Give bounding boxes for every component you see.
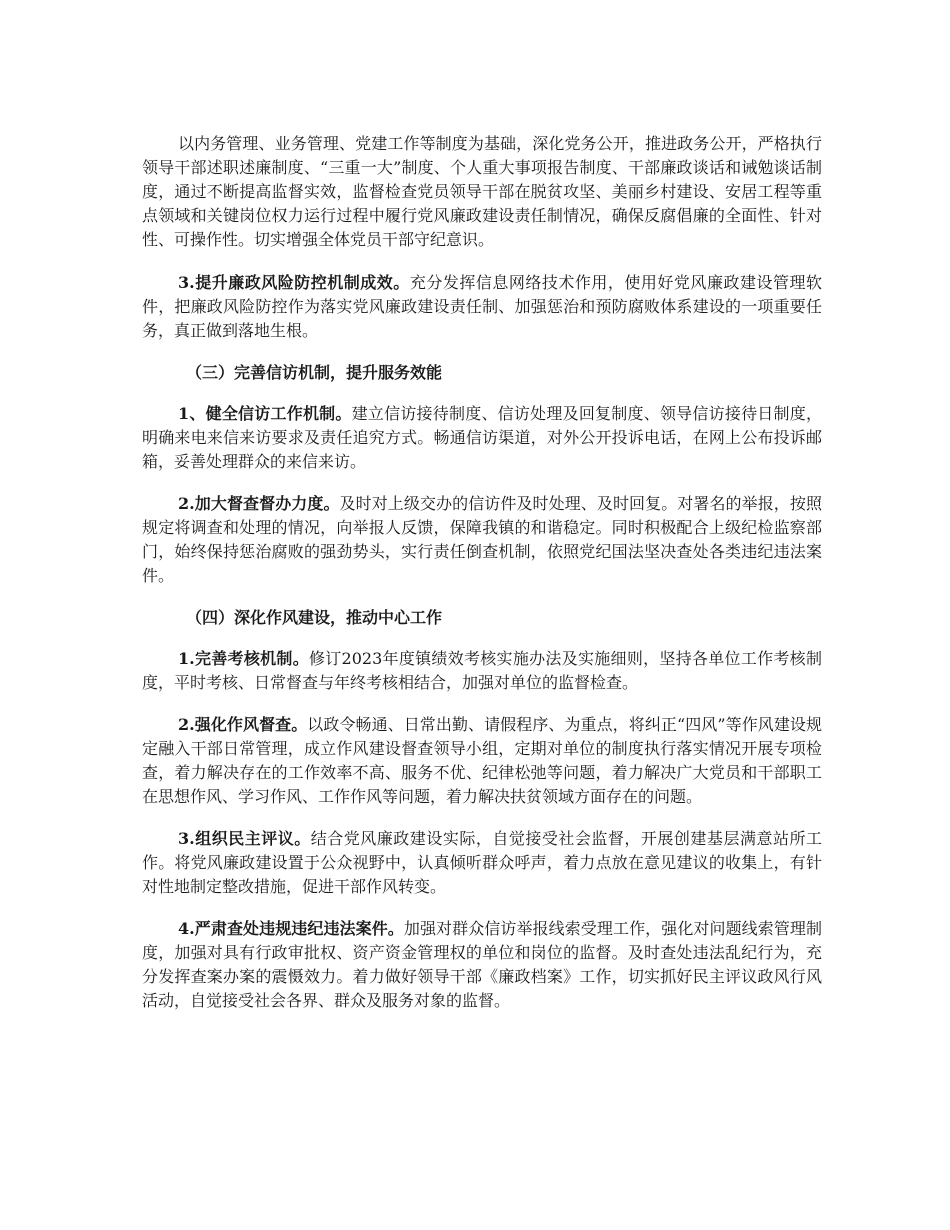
paragraph-text: 建立信访接待制度、信访处理及回复制度、领导信访接待日制度，明确来电来信来访要求及责任追究方式。畅通信访渠道，对外公开投诉电话，在网上公布投诉邮箱，妥善处理群众的来信来访。	[142, 404, 822, 471]
paragraph-risk-control	[142, 271, 822, 343]
paragraph-work-style-inspection	[142, 713, 822, 809]
paragraph-text: 加强对群众信访举报线索受理工作，强化对问题线索管理制度，加强对具有行政审批权、资产资金管理权的单位和岗位的监督。及时查处违法乱纪行为，充分发挥查案办案的震慑效力。着力做好领导干部《廉政档案》工作，切实抓好民主评议政风行风活动，自觉接受社会各界、群众及服务对象的监督。	[142, 919, 822, 1010]
paragraph-lead: 2.加大督查督办力度。	[178, 494, 340, 513]
paragraph-case-investigation	[142, 917, 822, 1013]
paragraph-text: 结合党风廉政建设实际，自觉接受社会监督，开展创建基层满意站所工作。将党风廉政建设置于公众视野中，认真倾听群众呼声，着力点放在意见建议的收集上，有针对性地制定整改措施，促进干部作风转变。	[142, 829, 822, 896]
section-heading-petition: （三）完善信访机制，提升服务效能	[186, 363, 443, 382]
intro-paragraph	[142, 132, 822, 252]
section-heading-work-style: （四）深化作风建设，推动中心工作	[186, 608, 443, 627]
paragraph-lead: 3.组织民主评议。	[178, 829, 311, 848]
intro-text: 以内务管理、业务管理、党建工作等制度为基础，深化党务公开，推进政务公开，严格执行领导干部述职述廉制度、“三重一大”制度、个人重大事项报告制度、干部廉政谈话和诫勉谈话制度，通过不断提高监督实效，监督检查党员领导干部在脱贫攻坚、美丽乡村建设、安居工程等重点领域和关键岗位权力运行过程中履行党风廉政建设责任制情况，确保反腐倡廉的全面性、针对性、可操作性。切实增强全体党员干部守纪意识。	[142, 134, 822, 249]
paragraph-lead: 1.完善考核机制。	[178, 649, 309, 668]
paragraph-petition-mechanism	[142, 402, 822, 474]
paragraph-lead: 4.严肃查处违规违纪违法案件。	[178, 919, 404, 938]
paragraph-text: 以政令畅通、日常出勤、请假程序、为重点，将纠正“四风”等作风建设规定融入干部日常管理，成立作风建设督查领导小组，定期对单位的制度执行落实情况开展专项检查，着力解决存在的工作效率不高、服务不优、纪律松弛等问题，着力解决广大党员和干部职工在思想作风、学习作风、工作作风等问题，着力解决扶贫领域方面存在的问题。	[142, 715, 822, 806]
paragraph-assessment	[142, 647, 822, 695]
paragraph-democratic-review	[142, 827, 822, 899]
paragraph-text: 及时对上级交办的信访件及时处理、及时回复。对署名的举报，按照规定将调查和处理的情况，向举报人反馈，保障我镇的和谐稳定。同时积极配合上级纪检监察部门，始终保持惩治腐败的强劲势头，实行责任倒查机制，依照党纪国法坚决查处各类违纪违法案件。	[142, 494, 822, 585]
document-page	[142, 132, 822, 1031]
paragraph-lead: 2.强化作风督查。	[178, 715, 308, 734]
paragraph-lead: 3.提升廉政风险防控机制成效。	[178, 273, 410, 292]
paragraph-lead: 1、健全信访工作机制。	[178, 404, 352, 423]
paragraph-supervision	[142, 492, 822, 588]
paragraph-text: 充分发挥信息网络技术作用，使用好党风廉政建设管理软件，把廉政风险防控作为落实党风廉政建设责任制、加强惩治和预防腐败体系建设的一项重要任务，真正做到落地生根。	[142, 273, 822, 340]
paragraph-text: 修订2023年度镇绩效考核实施办法及实施细则，坚持各单位工作考核制度，平时考核、日常督查与年终考核相结合，加强对单位的监督检查。	[142, 649, 822, 692]
